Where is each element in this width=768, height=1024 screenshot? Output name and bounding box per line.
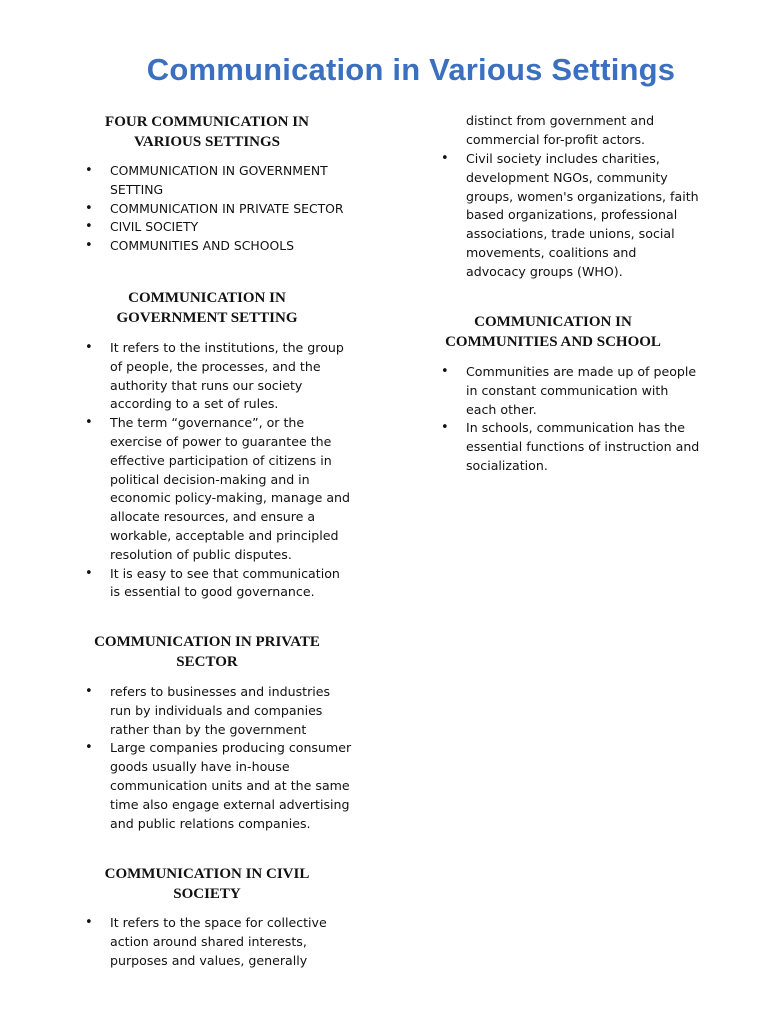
section-heading-government [62,288,352,328]
civil-list-part1 [62,914,352,972]
list-item: • It is easy to see that communication is essential to good governance. [85,565,340,600]
communities-list [418,363,700,476]
heading-line: COMMUNICATION IN [128,290,286,306]
heading-line: SECTOR [176,654,238,670]
bullet-icon: • [441,151,449,166]
list-item: • Large companies producing consumer goods usually have in-house communication units and at the same time also engage external advertising and public relations companies. [85,740,352,831]
heading-line: SOCIETY [173,886,241,902]
civil-list-continued [430,112,700,150]
section-heading-private [62,632,352,672]
bullet-icon: • [85,200,93,216]
bullet-icon: • [85,915,93,930]
heading-line: COMMUNITIES AND SCHOOL [445,334,661,350]
page-title: Communication in Various Settings [146,52,676,87]
bullet-icon: • [85,415,93,431]
bullet-icon: • [85,238,93,254]
heading-line: COMMUNICATION IN CIVIL [104,866,310,882]
bullet-icon: • [85,340,93,355]
list-item: • CIVIL SOCIETY [62,218,352,237]
government-list [62,339,352,602]
list-item: • refers to businesses and industries run by individuals and companies rather than by the government [85,684,331,737]
heading-line: VARIOUS SETTINGS [133,134,281,150]
list-item: • COMMUNITIES AND SCHOOLS [62,237,352,256]
list-item: • COMMUNICATION IN GOVERNMENT SETTING [85,163,328,197]
section-heading-four-settings [62,112,352,152]
list-item: • In schools, communication has the essential functions of instruction and socialization. [441,420,700,473]
heading-line: FOUR COMMUNICATION IN [105,114,309,130]
heading-line: GOVERNMENT SETTING [116,310,298,326]
private-list [62,683,352,833]
list-item: • The term “governance”, or the exercise of power to guarantee the effective participation of citizens in political decision-making and in economic policy-making, manage and allocate resources, and ensure a workable, acceptable and principled resolution of public disputes. [85,415,351,562]
bullet-icon: • [85,740,93,756]
bullet-icon: • [441,420,449,436]
list-item-continued: distinct from government and commercial for-profit actors. [466,113,655,147]
list-item: • It refers to the institutions, the group of people, the processes, and the authority that runs our society according to a set of rules. [85,340,344,412]
section-heading-civil [62,864,352,904]
four-settings-list [62,162,352,256]
bullet-icon: • [85,565,93,581]
list-item: • Civil society includes charities, development NGOs, community groups, women's organizations, faith based organizations, professional associations, trade unions, social movements, coalitions and advocacy groups (WHO). [441,151,699,279]
heading-line: COMMUNICATION IN [474,314,632,330]
list-item: • Communities are made up of people in constant communication with each other. [441,364,697,417]
list-item: • It refers to the space for collective action around shared interests, purposes and values, generally [85,915,327,968]
bullet-icon: • [85,219,93,235]
bullet-icon: • [85,684,93,699]
bullet-icon: • [85,163,93,178]
civil-list-part2 [418,150,700,282]
section-heading-communities [418,312,688,352]
heading-line: COMMUNICATION IN PRIVATE [94,634,320,650]
bullet-icon: • [441,364,449,379]
list-item: • COMMUNICATION IN PRIVATE SECTOR [62,200,352,219]
